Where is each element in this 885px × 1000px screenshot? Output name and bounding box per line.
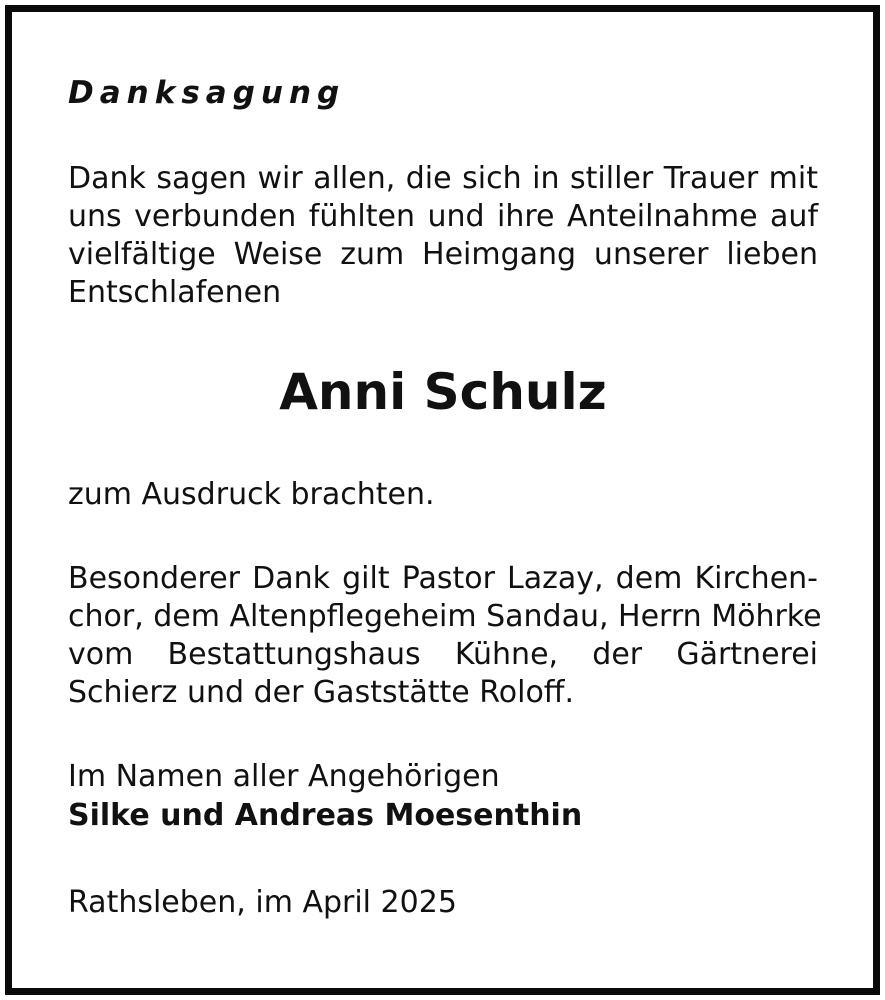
- intro-line: vielfältige Weise zum Heimgang unserer lieben: [68, 237, 818, 272]
- thanks-paragraph: [68, 560, 822, 712]
- notice-heading: Danksagung: [68, 75, 346, 111]
- thanks-line: Besonderer Dank gilt Pastor Lazay, dem Kirchen-: [68, 561, 818, 596]
- intro-line: Dank sagen wir allen, die sich in stiller Trauer mit: [68, 161, 818, 196]
- expression-text: [68, 476, 818, 514]
- place-date: [68, 884, 818, 922]
- on-behalf-text: [68, 758, 818, 796]
- signers-names: Silke und Andreas Moesenthin: [68, 798, 583, 833]
- thanks-line: vom Bestattungshaus Kühne, der Gärtnerei: [68, 637, 818, 672]
- intro-line: Entschlafenen: [68, 275, 282, 310]
- intro-line: uns verbunden fühlten und ihre Anteilnahme auf: [68, 199, 818, 234]
- on-behalf-line: Im Namen aller Angehörigen: [68, 759, 500, 794]
- expression-line: zum Ausdruck brachten.: [68, 477, 435, 512]
- deceased-name: Anni Schulz: [279, 363, 607, 421]
- intro-paragraph: [68, 160, 818, 312]
- place-date-line: Rathsleben, im April 2025: [68, 885, 457, 920]
- thanks-line: chor, dem Altenpflegeheim Sandau, Herrn Möhrke: [68, 599, 822, 634]
- thanks-line: Schierz und der Gaststätte Roloff.: [68, 675, 575, 710]
